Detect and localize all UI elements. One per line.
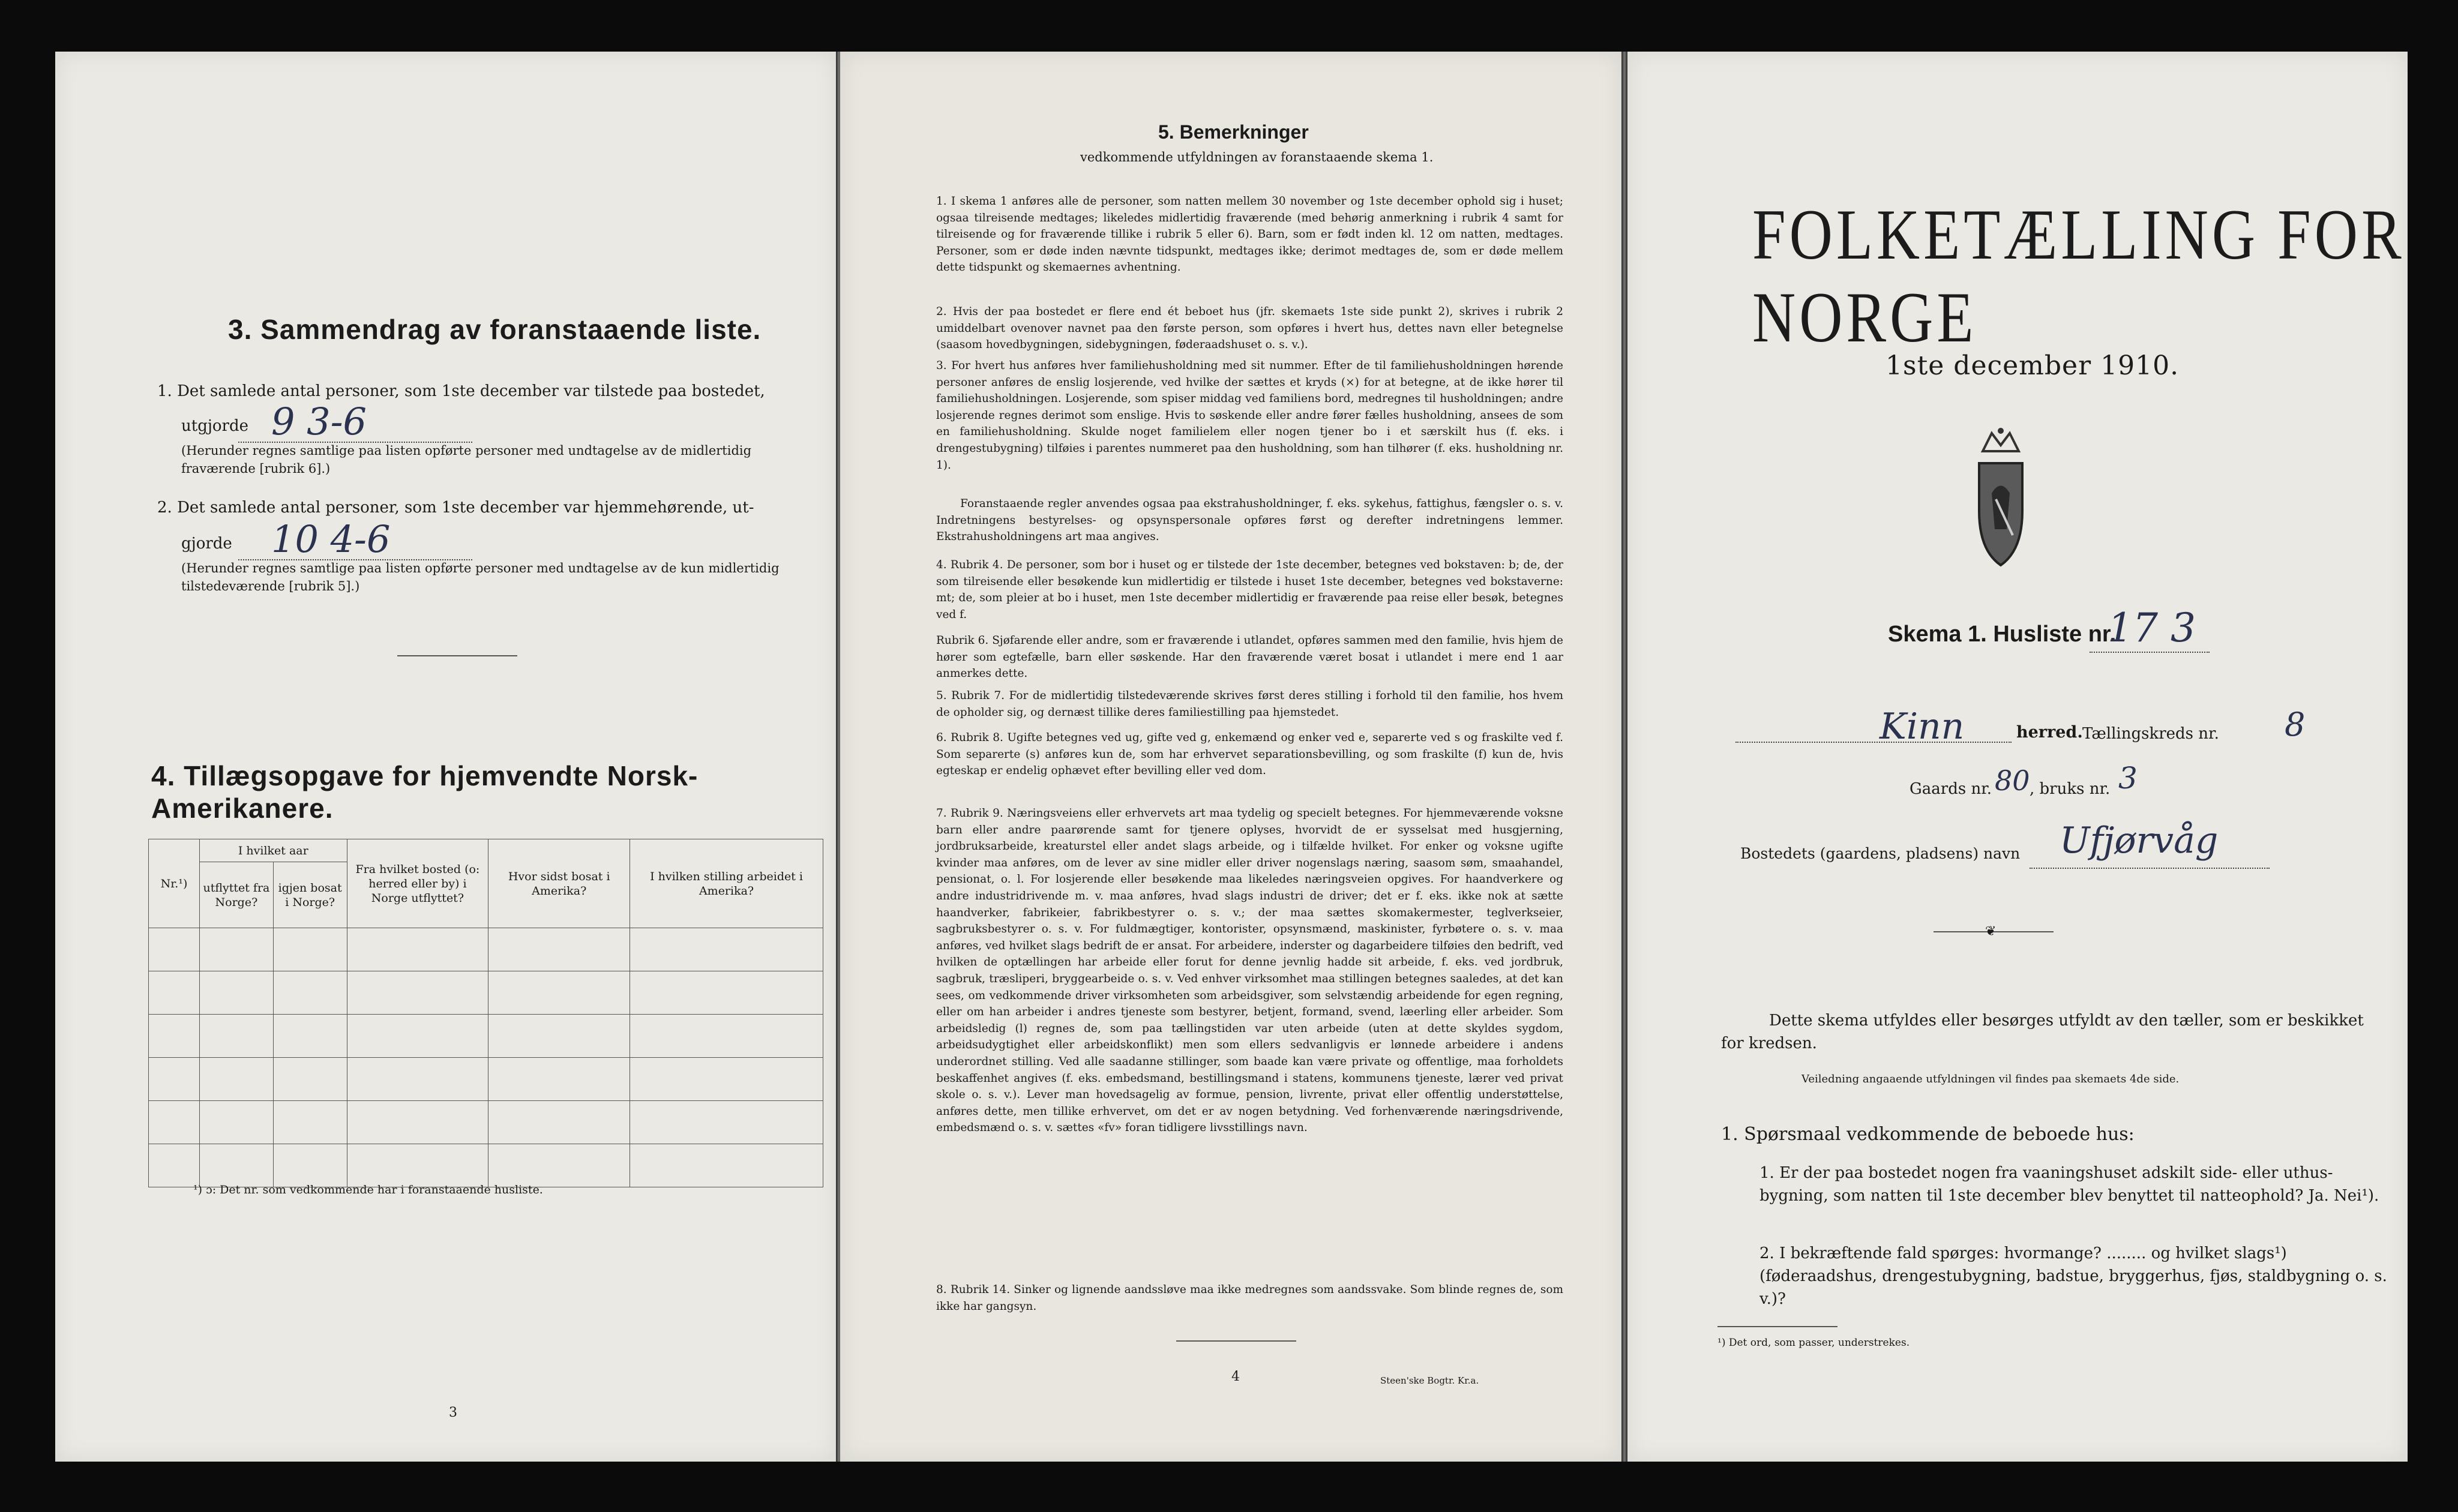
gaards-value: 80: [1995, 764, 2030, 797]
remark-5: 5. Rubrik 7. For de midlertidig tilstedeværende skrives først deres stilling i forhold til den familie, hos hvem de opholder sig, og dernæst tillike deres familiestilling paa hjemstedet.: [936, 689, 1563, 719]
left-page: [55, 52, 837, 1462]
item2-prefix: gjorde: [181, 535, 232, 553]
divider: [1176, 1340, 1296, 1342]
census-date: 1ste december 1910.: [1886, 350, 2180, 381]
col-hvor-sidst-header: Hvor sidst bosat i Amerika?: [488, 839, 630, 928]
bosted-value: Ufjørvåg: [2060, 820, 2219, 862]
col-igjen-bosat-header: igjen bosat i Norge?: [273, 862, 347, 928]
coat-of-arms-icon: [1965, 427, 2037, 586]
kreds-label: Tællingskreds nr.: [2082, 725, 2219, 743]
remark-2: 2. Hvis der paa bostedet er flere end ét beboet hus (jfr. skemaets 1ste side punkt 2), skrives i rubrik 2 umiddelbart ovenover navnet paa den første person, som opføres i hvert hus, dettes navn eller betegnelse (saasom hovedbygningen, sidebygningen, føderaadshuset o. s. v.).: [936, 305, 1563, 352]
veiledning-text: Veiledning angaaende utfyldningen vil findes paa skemaets 4de side.: [1801, 1073, 2180, 1085]
item1-handwritten-value: 9 3-6: [271, 400, 367, 443]
footnote-divider: [1717, 1326, 1837, 1327]
table-row: [149, 1101, 823, 1144]
col-fra-bosted-header: Fra hvilket bosted (o: herred eller by) i Norge utflyttet?: [347, 839, 488, 928]
col-nr-header: Nr.¹): [149, 839, 200, 928]
right-footnote: ¹) Det ord, som passer, understrekes.: [1717, 1337, 1910, 1349]
remark-7: 7. Rubrik 9. Næringsveiens eller erhvervets art maa tydelig og specielt betegnes. For hjemmeværende voksne barn eller andre paarørende samt for tjenere oplyses, hvorvidt de er sysselsat med husgjerning, jordbruksarbeide, kreaturstel eller andet slags arbeide, og i tilfælde hvilket. For enker og voksne ugifte kvinder maa anføres, om de lever av sine midler eller driver nogenslags næring, saasom søm, smaahandel, pensionat, o. l. For losjerende eller besøkende maa likeledes næringsveien opgives. For haandverkere og andre industridrivende m. v. maa anføres, hvad slags industri de driver; det er f. eks. ikke nok at sætte haandverker, fabrikeier, fabrikbestyrer o. s. v.; der maa sættes skomakermester, teglverkseier, sagbruksbestyrer o. s. v. For fuldmægtiger, kontorister, opsynsmænd, maskinister, fyrbøtere o. s. v. maa anføres, ved hvilket slags bedrift de er ansat. For arbeidere, inderster og dagarbeidere tilføies den bedrift, ved hvilken de optællingen har arbeide eller forut for denne jevnlig hadde sit arbeide, f. eks. ved jordbruk, sagbruk, træsliperi, bryggearbeide o. s. v. Ved enhver virksomhet maa stillingen betegnes saaledes, at det kan sees, om vedkommende driver virksomheten som arbeidsgiver, som selvstændig arbeidende for egen regning, eller om han arbeider i andres tjeneste som bestyrer, betjent, formand, svend, læerling eller arbeider. Som arbeidsledig (l) regnes de, som paa tællingstiden var uten arbeide (uten at dette skyldes sygdom, arbeidsudygtighet eller arbeidskonflikt) men som ellers sedvanligvis er lønnede arbeidere i andens underordnet stilling. Ved alle saadanne stillinger, som baade kan være private og offentlige, maa forholdets beskaffenhet angives (f. eks. embedsmand, bestillingsmand i statens, kommunens tjeneste, lærer ved privat skole o. s. v.). Lever man hovedsagelig av formue, pension, livrente, privat eller offentlig understøttelse, anføres dette, men tillike erhvervet, om det er av nogen betydning. Ved forhenværende næringsdrivende, embedsmænd o. s. v. sættes «fv» foran tidligere livsstillings navn.: [936, 807, 1563, 1135]
husliste-dotted-line: [2090, 652, 2210, 653]
instruction-text: Dette skema utfyldes eller besørges utfyldt av den tæller, som er beskikket for kredsen.: [1721, 1012, 2364, 1052]
item2-note: (Herunder regnes samtlige paa listen opførte personer med undtagelse av de kun midlertidig tilstedeværende [rubrik 5].): [181, 561, 780, 593]
col-hvilket-aar-header: I hvilket aar: [200, 839, 347, 862]
page-number-3: 3: [449, 1405, 457, 1420]
remarks-subtitle: vedkommende utfyldningen av foranstaaende skema 1.: [1080, 150, 1434, 164]
herred-dotted-line: [1735, 742, 2012, 743]
printer-mark: Steen'ske Bogtr. Kr.a.: [1380, 1375, 1479, 1386]
remark-3b: Foranstaaende regler anvendes ogsaa paa ekstrahusholdninger, f. eks. sykehus, fattighus, fængsler o. s. v. Indretningens bestyrelses- og opsynspersonale opføres først og derefter indretningens lemmer. Ekstrahusholdningens art maa angives.: [936, 497, 1563, 544]
remark-4b: Rubrik 6. Sjøfarende eller andre, som er fraværende i utlandet, opføres sammen med den familie, hvis hjem de hører som egtefælle, barn eller søskende. Har den fraværende været bosat i utlandet i mere end 1 aar anmerkes dette.: [936, 634, 1563, 680]
left-footnote: ¹) ɔ: Det nr. som vedkommende har i foranstaaende husliste.: [193, 1183, 543, 1196]
herred-label: herred.: [2016, 723, 2083, 742]
bruks-value: 3: [2118, 761, 2138, 796]
item1-note: (Herunder regnes samtlige paa listen opførte personer med undtagelse av de midlertidig fraværende [rubrik 6].): [181, 443, 752, 476]
item2-handwritten-value: 10 4-6: [271, 517, 391, 561]
herred-value: Kinn: [1880, 706, 1965, 748]
question-2: 2. I bekræftende fald spørges: hvormange? ........ og hvilket slags¹) (føderaadshus, drengestubygning, badstue, bryggerhus, fjøs, staldbygning o. s. v.)?: [1759, 1244, 2387, 1308]
bruks-label: , bruks nr.: [2030, 780, 2111, 798]
divider: [397, 655, 517, 656]
page-fold: [1621, 52, 1627, 1462]
husliste-nr-value: 17 3: [2108, 605, 2196, 651]
col-stilling-header: I hvilken stilling arbeidet i Amerika?: [630, 839, 823, 928]
table-row: [149, 1015, 823, 1058]
table-row: [149, 1058, 823, 1101]
remark-8: 8. Rubrik 14. Sinker og lignende aandssløve maa ikke medregnes som aandssvake. Som blinde regnes de, som ikke har gangsyn.: [936, 1283, 1563, 1313]
remark-1: 1. I skema 1 anføres alle de personer, som natten mellem 30 november og 1ste december ophold sig i huset; ogsaa tilreisende medtages; likeledes midlertidig fraværende (med behørig anmerkning i rubrik 4 samt for tilreisende og for fraværende tillike i rubrik 5 eller 6). Barn, som er født inden kl. 12 om natten, medtages. Personer, som er døde inden nævnte tidspunkt, medtages ikke; derimot medtages de, som er døde mellem dette tidspunkt og skemaernes avhentning.: [936, 195, 1563, 274]
middle-page: [840, 52, 1621, 1462]
right-page: [1627, 52, 2408, 1462]
table-row: [149, 971, 823, 1015]
remarks-title: 5. Bemerkninger: [1158, 121, 1309, 143]
questions-heading: 1. Spørsmaal vedkommende de beboede hus:: [1721, 1124, 2135, 1145]
kreds-value: 8: [2285, 706, 2306, 743]
item2-text: 2. Det samlede antal personer, som 1ste december var hjemmehørende, ut-: [157, 499, 754, 517]
remark-6: 6. Rubrik 8. Ugifte betegnes ved ug, gifte ved g, enkemænd og enker ved e, separerte ved s og fraskilte ved f. Som separerte (s) anføres kun de, som har erhvervet separationsbevilling, og som fraskilte (f) kun de, hvis egteskap er endelig ophævet efter bevilling eller ved dom.: [936, 731, 1563, 778]
bosted-dotted-line: [2030, 868, 2270, 869]
page-number-4: 4: [1231, 1369, 1240, 1384]
remark-3: 3. For hvert hus anføres hver familiehusholdning med sit nummer. Efter de til familiehusholdningen hørende personer anføres de enslig losjerende, ved hvilke der sættes et kryds (×) for at betegne, at de ikke hører til familiehusholdningen. Losjerende, som spiser middag ved familiens bord, medregnes til husholdningen; andre losjerende regnes derimot som enslige. Hvis to søskende eller andre fører fælles husholdning, ansees de som en familiehusholdning. Skulde noget familielem eller nogen tjener bo i et særskilt hus (f. eks. i drengestubygning) tilføies i parentes nummeret paa den husholdning, som han tilhører (f. eks. husholdning nr. 1).: [936, 359, 1563, 472]
item1-prefix: utgjorde: [181, 417, 249, 435]
item1-text: 1. Det samlede antal personer, som 1ste december var tilstede paa bostedet,: [157, 382, 765, 400]
gaards-label: Gaards nr.: [1910, 780, 1992, 798]
section3-title: 3. Sammendrag av foranstaaende liste.: [228, 314, 762, 345]
census-title: FOLKETÆLLING FOR NORGE: [1752, 194, 2405, 358]
remark-4: 4. Rubrik 4. De personer, som bor i huset og er tilstede der 1ste december, betegnes ved bokstaven: b; de, der som tilreisende eller besøkende kun midlertidig er tilstede i huset 1ste december, betegnes ved bokstaverne: mt; de, som pleier at bo i huset, men 1ste december midlertidig er fraværende paa reise eller besøk, betegnes ved f.: [936, 559, 1563, 621]
norsk-amerikanere-table: [148, 839, 823, 1187]
col-utflyttet-header: utflyttet fra Norge?: [200, 862, 274, 928]
bosted-label: Bostedets (gaardens, pladsens) navn: [1740, 845, 2021, 862]
ornament-icon: ❦: [1985, 924, 1997, 939]
table-row: [149, 928, 823, 971]
question-1: 1. Er der paa bostedet nogen fra vaaningshuset adskilt side- eller uthus-bygning, som natten til 1ste december blev benyttet til natteophold? Ja. Nei¹).: [1759, 1164, 2379, 1205]
skema-label: Skema 1. Husliste nr.: [1888, 622, 2117, 647]
section4-title: 4. Tillægsopgave for hjemvendte Norsk-Amerikanere.: [151, 760, 699, 824]
